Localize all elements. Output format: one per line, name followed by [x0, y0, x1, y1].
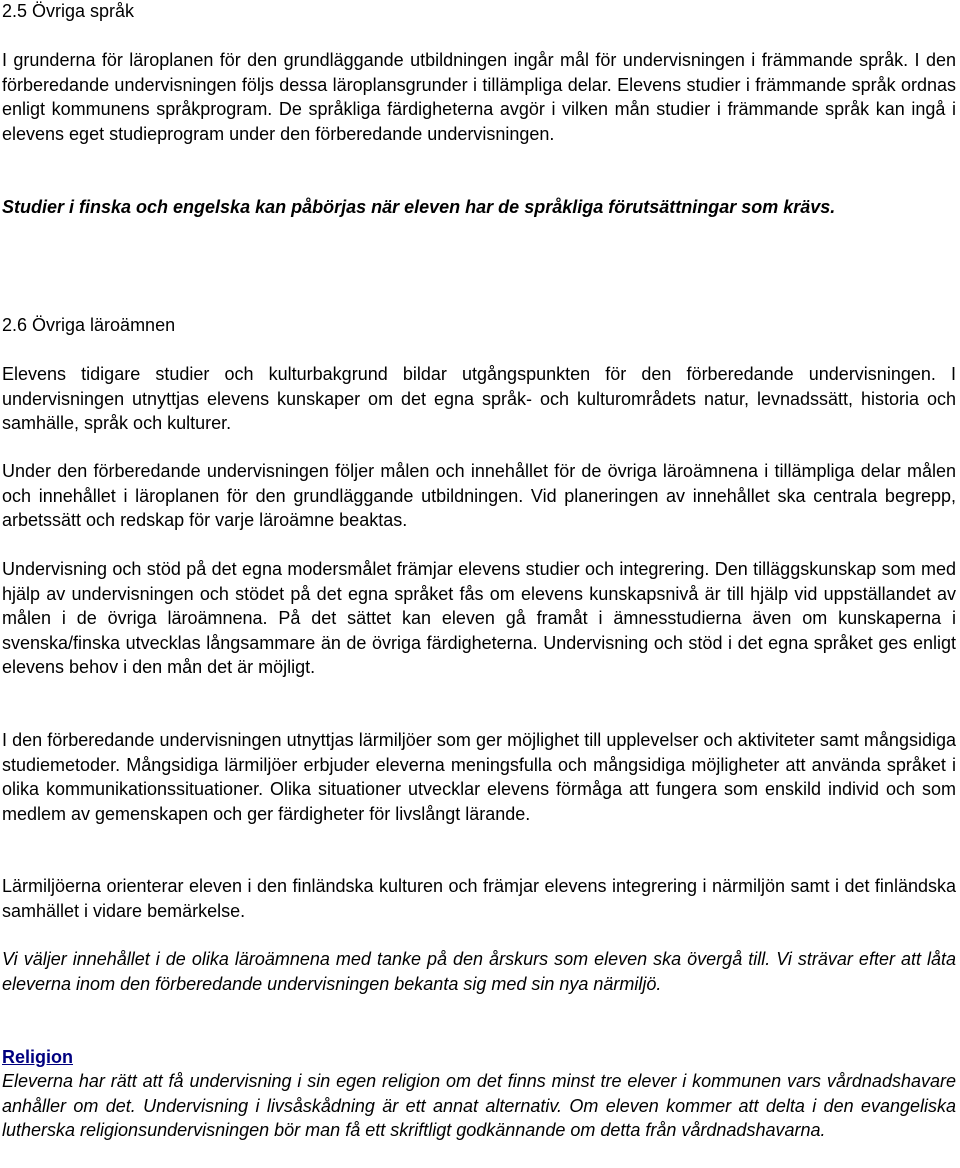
section-heading-ovriga-laroamnen: 2.6 Övriga läroämnen	[2, 315, 176, 335]
paragraph-finlandska-kulturen: Lärmiljöerna orienterar eleven i den finländska kulturen och främjar elevens integrering i närmiljön samt i det finländska samhället i vidare bemärkelse.	[2, 876, 956, 921]
paragraph-larmiljoer: I den förberedande undervisningen utnyttjas lärmiljöer som ger möjlighet till upplevelser och aktiviteter samt mångsidiga studiemetoder. Mångsidiga lärmiljöer erbjuder eleverna meningsfulla och mångsidiga möjligheter att använda språket i olika kommunikationssituationer. Olika situationer utvecklar elevens förmåga att fungera som enskild individ och som medlem av gemenskapen och ger färdigheter för livslångt lärande.	[2, 730, 956, 824]
paragraph-modersmal: Undervisning och stöd på det egna modersmålet främjar elevens studier och integrering. Den tilläggskunskap som med hjälp av undervisningen och stödet på det egna språket fås om elevens kunskapsnivå är till hjälp vid uppställandet av målen i de övriga läroämnena. På det sättet kan eleven gå framåt i ämnesstudierna även om kunskaperna i svenska/finska utvecklas långsammare än de övriga färdigheterna. Undervisning och stöd i det egna språket ges enligt elevens behov i den mån det är möjligt.	[2, 559, 956, 677]
paragraph-tidigare-studier: Elevens tidigare studier och kulturbakgrund bildar utgångspunkten för den förberedande undervisningen. I undervisningen utnyttjas elevens kunskaper om det egna språk- och kulturområdets natur, levnadssätt, historia och samhälle, språk och kulturer.	[2, 364, 956, 433]
paragraph-religion: Eleverna har rätt att få undervisning i sin egen religion om det finns minst tre elever i kommunen vars vårdnadshavare anhåller om det. Undervisning i livsåskådning är ett annat alternativ. Om eleven kommer att delta i den evangeliska lutherska religionsundervisningen bör man få ett skriftligt godkännande om detta från vårdnadshavarna.	[2, 1071, 956, 1140]
section-heading-religion: Religion	[2, 1047, 73, 1067]
section-heading-ovriga-sprak: 2.5 Övriga språk	[2, 1, 135, 21]
paragraph-finska-engelska: Studier i finska och engelska kan påbörjas när eleven har de språkliga förutsättningar som krävs.	[2, 197, 836, 217]
paragraph-ovriga-sprak-intro: I grunderna för läroplanen för den grundläggande utbildningen ingår mål för undervisningen i främmande språk. I den förberedande undervisningen följs dessa läroplansgrunder i tillämpliga delar. Elevens studier i främmande språk ordnas enligt kommunens språkprogram. De språkliga färdigheterna avgör i vilken mån studier i främmande språk kan ingå i elevens eget studieprogram under den förberedande undervisningen.	[2, 50, 956, 144]
paragraph-val-av-innehall: Vi väljer innehållet i de olika läroämnena med tanke på den årskurs som eleven ska övergå till. Vi strävar efter att låta eleverna inom den förberedande undervisningen bekanta sig med sin nya närmiljö.	[2, 949, 956, 994]
paragraph-mal-och-innehall: Under den förberedande undervisningen följer målen och innehållet för de övriga läroämnena i tillämpliga delar målen och innehållet i läroplanen för den grundläggande utbildningen. Vid planeringen av innehållet ska centrala begrepp, arbetssätt och redskap för varje läroämne beaktas.	[2, 461, 956, 530]
